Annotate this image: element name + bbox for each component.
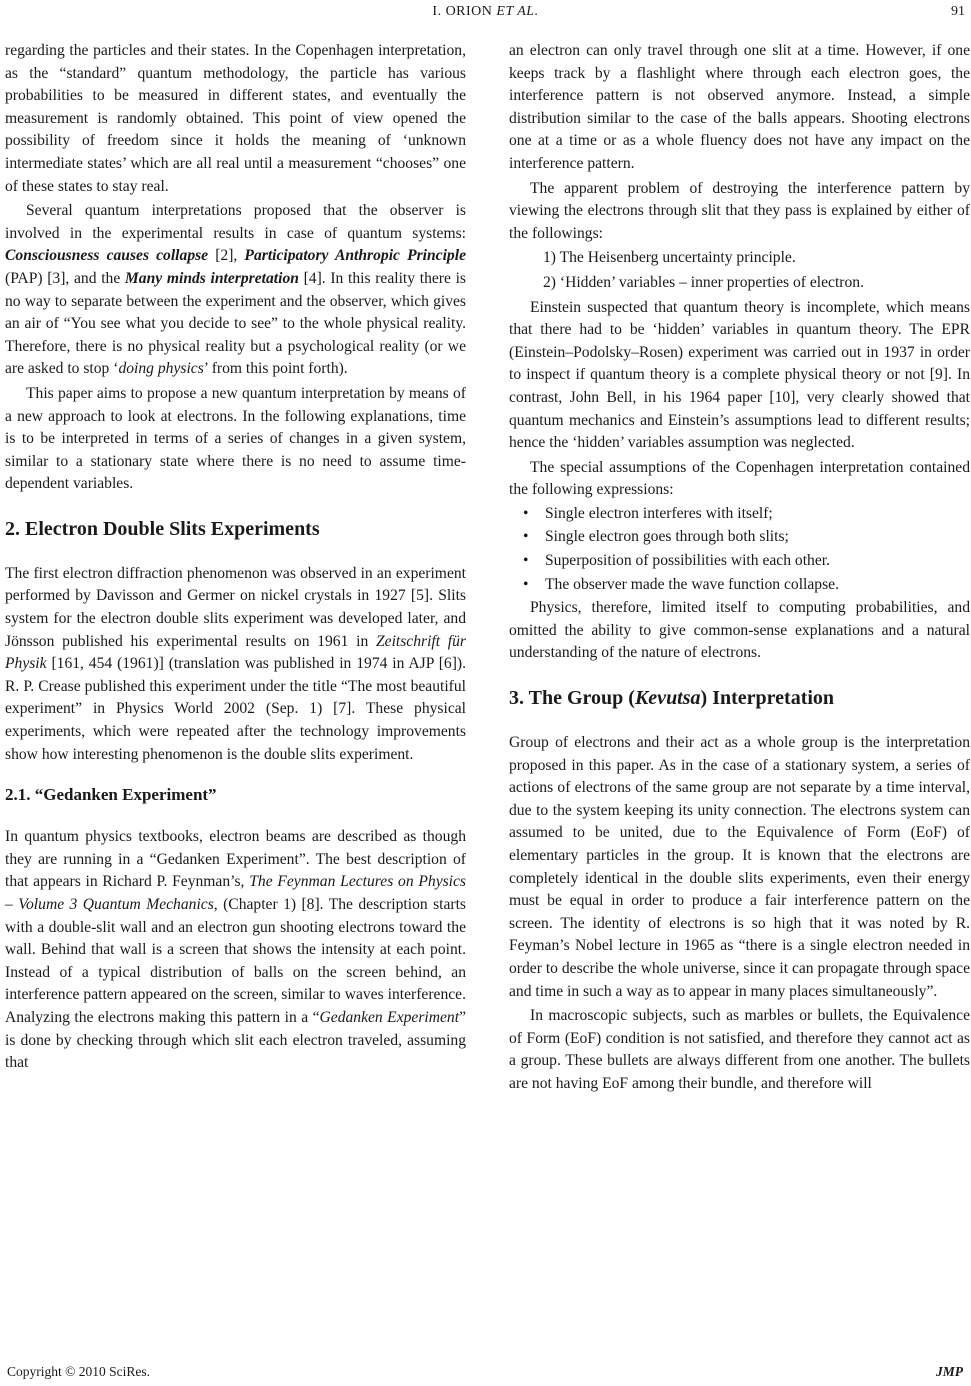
text: , (Chapter 1) [8]. The description starts with a double-slit wall and an electron gun shooting electrons toward the wall. Behind that wall is a screen that shows the intensity at each point. Instead of a typical distribution of balls on the screen behind, an interference pattern appeared on the screen, similar to waves interference. Analyzing the electrons making this pattern in a “ bbox=[5, 896, 466, 1026]
text: [2], bbox=[208, 247, 245, 265]
text: ” is done by checking through which slit each electron traveled, assuming that bbox=[5, 1008, 466, 1072]
text: In quantum physics textbooks, electron beams are described as though they are running in a “Gedanken Experiment”. The best description of that appears in Richard P. Feynman’s, bbox=[5, 828, 466, 891]
running-header bbox=[0, 4, 971, 24]
paragraph-right-4: The special assumptions of the Copenhagen interpretation contained the following expressions: bbox=[509, 458, 970, 499]
page-footer bbox=[7, 1364, 965, 1380]
journal-name: Zeitschrift für Physik bbox=[5, 632, 466, 673]
paragraph-right-1: an electron can only travel through one slit at a time. However, if one keeps track by a flashlight where through each electron goes, the interference pattern is not observed anymore. Instead, a simple distribution similar to the case of the balls appears. Shooting electrons one at a time or as a whole fluency does not have any impact on the interference pattern. bbox=[509, 42, 970, 172]
page-number: 91 bbox=[951, 4, 965, 19]
section-2-heading: 2. Electron Double Slits Experiments bbox=[5, 517, 320, 540]
term-kevutsa: Kevutsa bbox=[634, 687, 701, 710]
running-title bbox=[0, 4, 971, 20]
bullet-item-3 bbox=[523, 550, 970, 573]
list-item-2: 2) ‘Hidden’ variables – inner properties of electron. bbox=[543, 273, 864, 291]
bullet-text: Single electron interferes with itself; bbox=[545, 504, 773, 522]
list-item-1: 1) The Heisenberg uncertainty principle. bbox=[543, 249, 796, 267]
paragraph-left-4 bbox=[5, 563, 466, 766]
text: (PAP) [3], and the bbox=[5, 269, 125, 287]
text: [161, 454 (1961)] (translation was published in 1974 in AJP [6]). R. P. Crease published this experiment under the title “The most beautiful experiment” in Physics World 2002 (Sep. 1) [7]. These physical experiments, which were repeated after the technology improvements show how interesting phenomenon is the double slits experiment. bbox=[5, 655, 466, 763]
paragraph-left-5 bbox=[5, 826, 466, 1075]
text: Several quantum interpretations proposed that the observer is involved in the experimental results in case of quantum systems: bbox=[5, 202, 466, 242]
subsection-2-1-heading bbox=[5, 784, 466, 806]
journal-abbreviation: JMP bbox=[936, 1364, 963, 1379]
term-consciousness: Consciousness causes collapse bbox=[5, 247, 209, 265]
bullet-icon: • bbox=[523, 504, 529, 522]
bullet-item-2 bbox=[523, 526, 970, 549]
bullet-icon: • bbox=[523, 528, 529, 546]
section-3-heading bbox=[509, 685, 970, 711]
paragraph-left-3: This paper aims to propose a new quantum interpretation by means of a new approach to look at electrons. In the following explanations, time is to be interpreted in terms of a series of changes in a given system, similar to a stationary state where there is no need to assume time-dependent variables. bbox=[5, 384, 466, 493]
text: The first electron diffraction phenomenon was observed in an experiment performed by Davisson and Germer on nickel crystals in 1927 [5]. Slits system for the electron double slits experiment was developed later, and Jönsson published his experimental results on 1961 in bbox=[5, 564, 466, 650]
paragraph-left-2 bbox=[5, 200, 466, 381]
subsection-number: 2.1. bbox=[5, 785, 35, 805]
text: ’ from this point forth). bbox=[203, 360, 348, 378]
paragraph-left-1: regarding the particles and their states. In the Copenhagen interpretation, as the “standard” quantum methodology, the particle has various probabilities to be measured in different states, and eventually the measurement is randomly obtained. This point of view opened the possibility of freedom since it holds the meaning of ‘unknown intermediate states’ which are all real until a measurement “chooses” one of these states to stay real. bbox=[5, 42, 466, 195]
bullet-icon: • bbox=[523, 575, 529, 593]
subsection-title: “Gedanken Experiment” bbox=[34, 785, 217, 805]
paragraph-right-3: Einstein suspected that quantum theory is incomplete, which means that there had to be ‘hidden’ variables in quantum theory. The EPR (Einstein–Podolsky–Rosen) experiment was carried out in 1937 in order to inspect if quantum theory is a complete physical theory or not [9]. In contrast, John Bell, in his 1964 paper [10], very clearly showed that quantum mechanics and Einstein’s assumptions lead to different results; hence the ‘hidden’ variables assumption was neglected. bbox=[509, 298, 970, 452]
paragraph-right-6: Group of electrons and their act as a whole group is the interpretation proposed in this paper. As in the case of a stationary system, a series of actions of electrons of the same group are not separate by a time interval, due to the system keeping its unity connection. The electrons system can assumed to be united, due to the Equivalence of Form (EoF) of elementary particles in the group. It is known that the electrons are completely identical in the double slits experiments, even their energy must be equal in order to produce a fair interference pattern on the screen. The identity of electrons is so high that it was noted by R. Feyman’s Nobel lecture in 1965 as “there is a single electron needed in order to describe the whole universe, since it can propagate through space and time in such a way as to appear in many places simultaneously”. bbox=[509, 734, 970, 1000]
term-pap: Participatory Anthropic Principle bbox=[244, 247, 466, 265]
text: [4]. In this reality there is no way to separate between the experiment and the observer, which gives an air of “You see what you decide to see” to the whole physical reality. Therefore, there is no physical reality but a psychological reality (or we are asked to stop ‘ bbox=[5, 269, 466, 378]
running-title-authors: I. ORION bbox=[432, 4, 493, 19]
bullet-text: The observer made the wave function collapse. bbox=[545, 575, 839, 593]
paragraph-right-2: The apparent problem of destroying the interference pattern by viewing the electrons through slit that they pass is explained by either of the followings: bbox=[509, 179, 970, 242]
book-title: The Feynman Lectures on Physics – Volume 3 Quantum Mechanics bbox=[5, 873, 467, 913]
bullet-text: Superposition of possibilities with each other. bbox=[545, 552, 830, 570]
bullet-item-1 bbox=[523, 503, 970, 526]
bullet-item-4 bbox=[523, 574, 970, 597]
text: 3. The Group ( bbox=[509, 687, 635, 710]
term-gedanken: Gedanken Experiment bbox=[319, 1008, 460, 1026]
left-column bbox=[5, 40, 466, 1075]
term-many-minds: Many minds interpretation bbox=[124, 269, 299, 287]
bullet-icon: • bbox=[523, 552, 529, 570]
term-doing-physics: doing physics bbox=[118, 360, 204, 378]
bullet-text: Single electron goes through both slits; bbox=[545, 528, 789, 546]
running-title-etal: ET AL. bbox=[496, 4, 539, 19]
paragraph-right-5: Physics, therefore, limited itself to computing probabilities, and omitted the ability to give common-sense explanations and a natural understanding of the nature of electrons. bbox=[509, 599, 970, 662]
copyright-notice: Copyright © 2010 SciRes. bbox=[7, 1364, 151, 1379]
paragraph-right-7: In macroscopic subjects, such as marbles or bullets, the Equivalence of Form (EoF) condition is not satisfied, and therefore they cannot act as a group. These bullets are always different from one another. The bullets are not having EoF among their bundle, and therefore will bbox=[509, 1007, 970, 1092]
text: ) Interpretation bbox=[700, 687, 835, 710]
right-column bbox=[509, 40, 970, 1096]
